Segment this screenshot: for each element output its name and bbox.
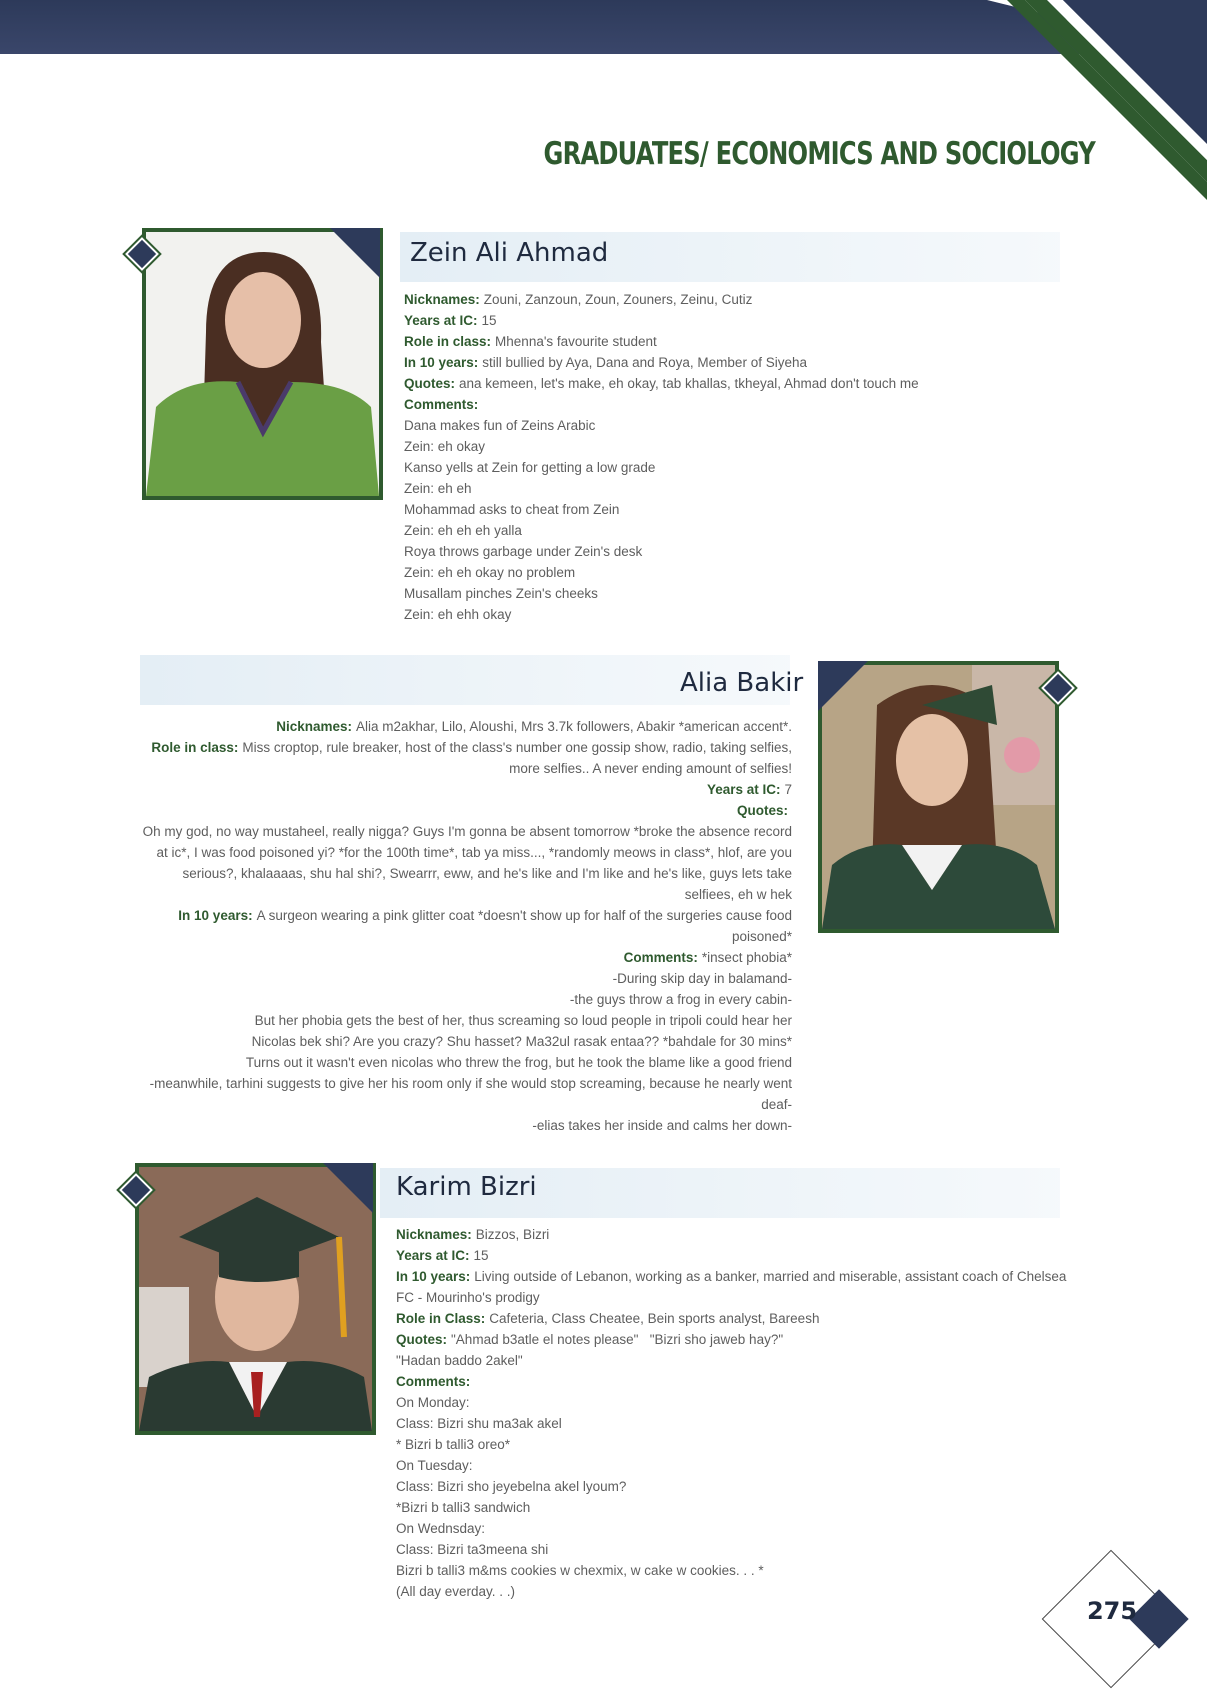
- field-label: Nicknames:: [396, 1227, 472, 1242]
- student-details: [396, 1224, 1070, 1602]
- field-label: In 10 years:: [396, 1269, 471, 1284]
- field-label: Role in class:: [404, 334, 492, 349]
- comment-line: On Monday:: [396, 1395, 470, 1410]
- comment-line: Roya throws garbage under Zein's desk: [404, 544, 643, 559]
- field-role: [404, 331, 964, 352]
- comment-line: Nicolas bek shi? Are you crazy? Shu hasset? Ma32ul rasak entaa?? *bahdale for 30 mins*: [251, 1034, 792, 1049]
- field-quotes: [140, 800, 792, 821]
- comment-line: Bizri b talli3 m&ms cookies w chexmix, w cake w cookies. . . *: [396, 1563, 764, 1578]
- quote-line: "Hadan baddo 2akel": [396, 1353, 523, 1368]
- field-role: [396, 1308, 1070, 1329]
- field-label: Years at IC:: [396, 1248, 470, 1263]
- field-label: Role in Class:: [396, 1311, 486, 1326]
- photo-corner-tab: [330, 228, 380, 278]
- field-comments: [404, 394, 964, 415]
- field-value: Miss croptop, rule breaker, host of the class's number one gossip show, radio, taking selfies, more selfies.. A never ending amount of selfies!: [242, 740, 792, 776]
- field-value: Cafeteria, Class Cheatee, Bein sports analyst, Bareesh: [489, 1311, 820, 1326]
- field-years: [140, 779, 792, 800]
- comment-line: Zein: eh okay: [404, 439, 486, 454]
- quotes-text: Oh my god, no way mustaheel, really nigga? Guys I'm gonna be absent tomorrow *broke the absence record at ic*, I was food poisoned yi? *for the 100th time*, tab ya miss..., *randomly meows in class*, hlof, are you serious?, khalaaaas, shu hal shi?, Swearrr, eww, and he's like and I'm like and he's like, guys lets take selfiees, eh w hek: [142, 824, 792, 902]
- comment-line: On Wednsday:: [396, 1521, 486, 1536]
- field-label: Nicknames:: [404, 292, 480, 307]
- field-label: Years at IC:: [706, 782, 781, 797]
- comment-line: Musallam pinches Zein's cheeks: [404, 586, 598, 601]
- field-label: Comments:: [396, 1374, 471, 1389]
- student-details: [140, 716, 792, 1136]
- comment-line: On Tuesday:: [396, 1458, 473, 1473]
- comment-line: -elias takes her inside and calms her down-: [532, 1118, 792, 1133]
- field-years: [396, 1245, 1070, 1266]
- comment-line: Turns out it wasn't even nicolas who threw the frog, but he took the blame like a good friend: [245, 1055, 792, 1070]
- comment-line: (All day everday. . .): [396, 1584, 516, 1599]
- field-value: still bullied by Aya, Dana and Roya, Member of Siyeha: [482, 355, 807, 370]
- comment-line: Zein: eh eh: [404, 481, 472, 496]
- field-nicknames: [404, 289, 964, 310]
- comment-line: Zein: eh ehh okay: [404, 607, 512, 622]
- page-number: 275: [1086, 1597, 1138, 1625]
- section-title: GRADUATES/ ECONOMICS AND SOCIOLOGY: [543, 136, 1095, 172]
- photo-corner-tab: [818, 661, 868, 711]
- student-details: [404, 289, 964, 625]
- comment-line: Zein: eh eh okay no problem: [404, 565, 576, 580]
- field-label: Role in class:: [151, 740, 239, 755]
- field-value: Living outside of Lebanon, working as a banker, married and miserable, assistant coach of Chelsea FC - Mourinho's prodigy: [396, 1269, 1067, 1305]
- field-future: [140, 905, 792, 947]
- field-value: Alia m2akhar, Lilo, Aloushi, Mrs 3.7k followers, Abakir *american accent*.: [356, 719, 792, 734]
- field-value: "Ahmad b3atle el notes please" "Bizri sho jaweb hay?": [451, 1332, 784, 1347]
- field-value: A surgeon wearing a pink glitter coat *doesn't show up for half of the surgeries cause food poisoned*: [256, 908, 792, 944]
- field-value: ana kemeen, let's make, eh okay, tab khallas, tkheyal, Ahmad don't touch me: [459, 376, 919, 391]
- field-future: [396, 1266, 1070, 1308]
- field-comments: [140, 947, 792, 968]
- photo-corner-tab: [323, 1163, 373, 1213]
- field-future: [404, 352, 964, 373]
- field-value: Zouni, Zanzoun, Zoun, Zouners, Zeinu, Cutiz: [483, 292, 753, 307]
- field-label: Quotes:: [404, 376, 456, 391]
- field-value: 7: [784, 782, 792, 797]
- comment-line: -the guys throw a frog in every cabin-: [569, 992, 792, 1007]
- field-label: In 10 years:: [404, 355, 479, 370]
- comment-line: Mohammad asks to cheat from Zein: [404, 502, 620, 517]
- student-name: Karim Bizri: [396, 1172, 537, 1202]
- comment-line: -During skip day in balamand-: [612, 971, 792, 986]
- comment-line: *Bizri b talli3 sandwich: [396, 1500, 531, 1515]
- field-label: Quotes:: [736, 803, 788, 818]
- field-label: Quotes:: [396, 1332, 448, 1347]
- comment-line: -meanwhile, tarhini suggests to give her his room only if she would stop screaming, because he nearly went deaf-: [149, 1076, 792, 1112]
- field-label: In 10 years:: [178, 908, 253, 923]
- field-role: [140, 737, 792, 779]
- field-nicknames: [396, 1224, 1070, 1245]
- student-name: Zein Ali Ahmad: [410, 238, 609, 268]
- field-label: Nicknames:: [276, 719, 353, 734]
- field-quotes: [396, 1329, 1070, 1350]
- field-value: Bizzos, Bizri: [475, 1227, 550, 1242]
- comment-line: But her phobia gets the best of her, thus screaming so loud people in tripoli could hear her: [254, 1013, 792, 1028]
- field-comments: [396, 1371, 1070, 1392]
- field-value: Mhenna's favourite student: [495, 334, 657, 349]
- comment-line: Kanso yells at Zein for getting a low grade: [404, 460, 656, 475]
- field-value: *insect phobia*: [701, 950, 792, 965]
- student-name: Alia Bakir: [680, 668, 804, 698]
- field-years: [404, 310, 964, 331]
- field-label: Comments:: [623, 950, 698, 965]
- field-quotes: [404, 373, 964, 394]
- comment-line: Zein: eh eh eh yalla: [404, 523, 522, 538]
- field-value: 15: [481, 313, 497, 328]
- comment-line: Class: Bizri ta3meena shi: [396, 1542, 549, 1557]
- field-value: 15: [473, 1248, 489, 1263]
- comment-line: Dana makes fun of Zeins Arabic: [404, 418, 596, 433]
- field-nicknames: [140, 716, 792, 737]
- comment-line: Class: Bizri sho jeyebelna akel lyoum?: [396, 1479, 627, 1494]
- comment-line: Class: Bizri shu ma3ak akel: [396, 1416, 562, 1431]
- field-label: Years at IC:: [404, 313, 478, 328]
- comment-line: * Bizri b talli3 oreo*: [396, 1437, 511, 1452]
- field-label: Comments:: [404, 397, 479, 412]
